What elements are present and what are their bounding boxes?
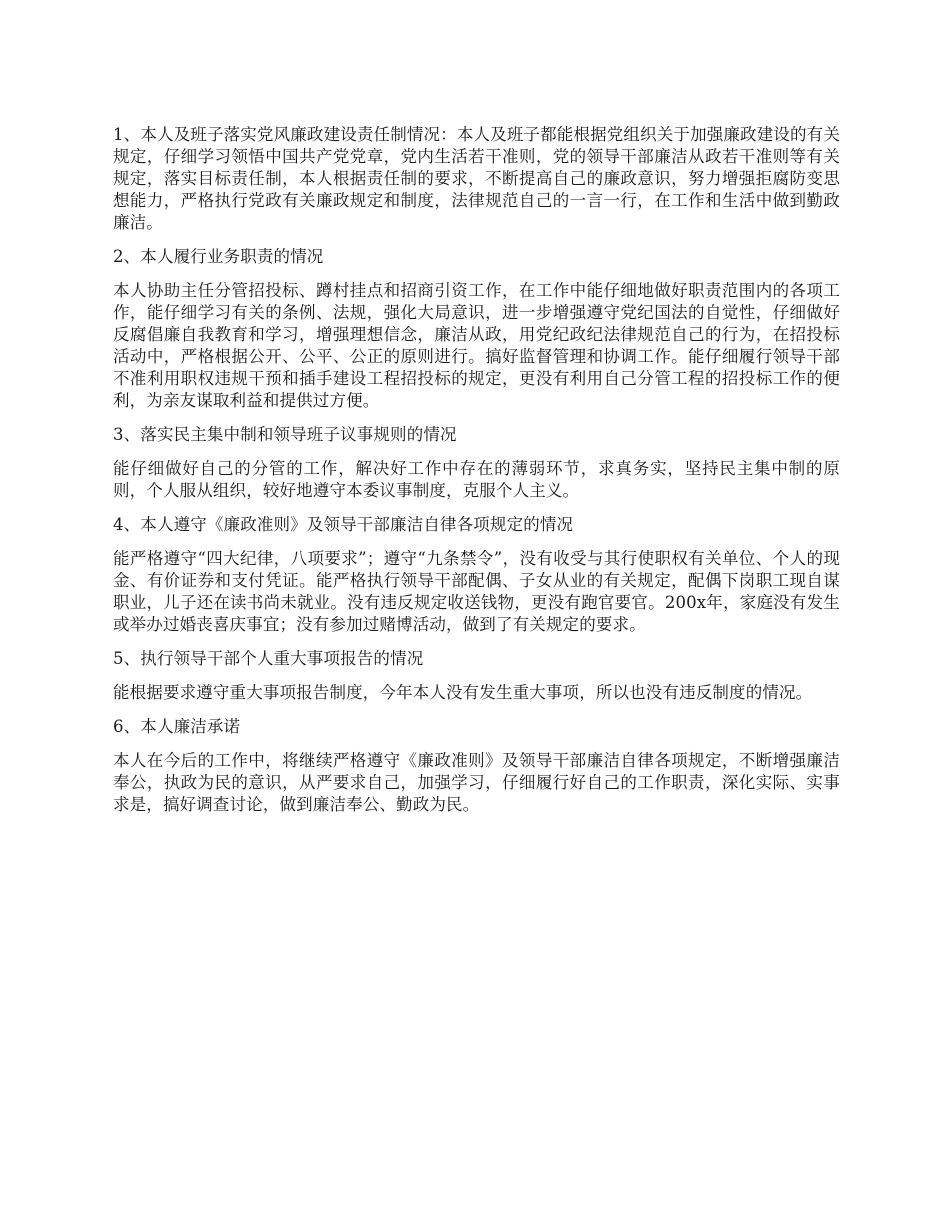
paragraph-section-3: 能仔细做好自己的分管的工作，解决好工作中存在的薄弱环节，求真务实，坚持民主集中制的原则，个人服从组织，较好地遵守本委议事制度，克服个人主义。 [113,459,840,500]
paragraph-section-5: 能根据要求遵守重大事项报告制度，今年本人没有发生重大事项，所以也没有违反制度的情况。 [113,683,813,702]
paragraph-section-1: 1、本人及班子落实党风廉政建设责任制情况：本人及班子都能根据党组织关于加强廉政建设的有关规定，仔细学习领悟中国共产党党章，党内生活若干准则，党的领导干部廉洁从政若干准则等有关规定，落实目标责任制，本人根据责任制的要求，不断提高自己的廉政意识，努力增强拒腐防变思想能力，严格执行党政有关廉政规定和制度，法律规范自己的一言一行，在工作和生活中做到勤政廉洁。 [113,125,840,232]
document-body [113,124,840,828]
paragraph-section-2: 本人协助主任分管招投标、蹲村挂点和招商引资工作，在工作中能仔细地做好职责范围内的各项工作，能仔细学习有关的条例、法规，强化大局意识，进一步增强遵守党纪国法的自觉性，仔细做好反腐倡廉自我教育和学习，增强理想信念，廉洁从政，用党纪政纪法律规范自己的行为，在招投标活动中，严格根据公开、公平、公正的原则进行。搞好监督管理和协调工作。能仔细履行领导干部不准利用职权违规干预和插手建设工程招投标的规定，更没有利用自己分管工程的招投标工作的便利，为亲友谋取利益和提供过方便。 [113,281,840,410]
heading-section-6: 6、本人廉洁承诺 [113,717,241,736]
paragraph-section-6: 本人在今后的工作中，将继续严格遵守《廉政准则》及领导干部廉洁自律各项规定，不断增强廉洁奉公，执政为民的意识，从严要求自己，加强学习，仔细履行好自己的工作职责，深化实际、实事求是，搞好调查讨论，做到廉洁奉公、勤政为民。 [113,751,840,814]
paragraph-section-4: 能严格遵守“四大纪律，八项要求”；遵守“九条禁令”，没有收受与其行使职权有关单位、个人的现金、有价证券和支付凭证。能严格执行领导干部配偶、子女从业的有关规定，配偶下岗职工现自谋职业，儿子还在读书尚未就业。没有违反规定收送钱物，更没有跑官要官。200x年，家庭没有发生或举办过婚丧喜庆事宜；没有参加过赌博活动，做到了有关规定的要求。 [113,549,840,634]
heading-section-5: 5、执行领导干部个人重大事项报告的情况 [113,649,424,668]
heading-section-2: 2、本人履行业务职责的情况 [113,247,324,266]
heading-section-3: 3、落实民主集中制和领导班子议事规则的情况 [113,425,457,444]
heading-section-4: 4、本人遵守《廉政准则》及领导干部廉洁自律各项规定的情况 [113,515,574,534]
